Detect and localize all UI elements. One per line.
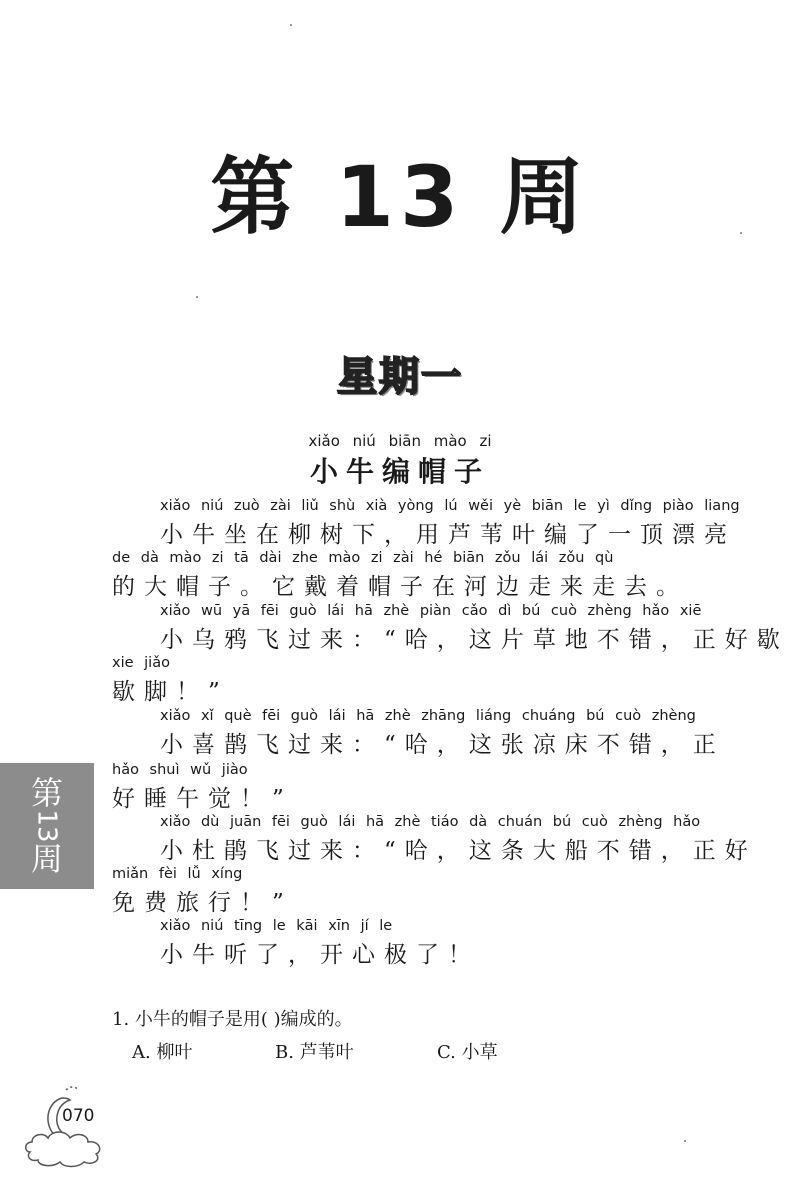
story-line-pinyin: xiǎo dù juān fēi guò lái hā zhè tiáo dà chuán bú cuò zhèng hǎo: [160, 814, 701, 830]
page-number: 070: [62, 1106, 95, 1126]
story-line-text: 歇脚！”: [112, 679, 229, 705]
story-line-pinyin: xiǎo niú tīng le kāi xīn jí le: [160, 918, 393, 934]
story-line-text: 小牛坐在柳树下，用芦苇叶编了一顶漂亮: [160, 522, 736, 548]
story-line-pinyin: xiǎo wū yā fēi guò lái hā zhè piàn cǎo dì bú cuò zhèng hǎo xiē: [160, 603, 702, 619]
day-title: 星期一: [337, 354, 463, 400]
story-line-text: 好睡午觉！”: [112, 786, 293, 812]
story-line-text: 免费旅行！”: [112, 890, 293, 916]
week-title: 第 13 周: [210, 148, 590, 246]
scan-speck: [684, 1140, 686, 1142]
story-line-6: [112, 762, 752, 813]
question-text: 1. 小牛的帽子是用( )编成的。: [112, 1009, 353, 1030]
option-b[interactable]: B. 芦苇叶: [275, 1042, 354, 1063]
story-line-text: 小乌鸦飞过来：“哈，这片草地不错，正好歇: [160, 627, 789, 653]
story-line-pinyin: xiǎo xǐ què fēi guò lái hā zhè zhāng liáng chuáng bú cuò zhèng: [160, 708, 696, 724]
story-line-pinyin: xie jiǎo: [112, 655, 170, 671]
story-line-pinyin: xiǎo niú zuò zài liǔ shù xià yòng lú wěi yè biān le yì dǐng piào liang: [160, 498, 740, 514]
story-title: [0, 432, 800, 490]
scan-speck: [290, 24, 292, 26]
week-side-tab: [0, 763, 94, 889]
story-line-text: 的大帽子。它戴着帽子在河边走来走去。: [112, 574, 688, 600]
story-line-pinyin: hǎo shuì wǔ jiào: [112, 762, 248, 778]
scan-speck: [196, 296, 198, 298]
story-line-3: [160, 603, 800, 654]
side-tab-char-top: 第: [30, 774, 63, 812]
story-line-pinyin: miǎn fèi lǚ xíng: [112, 866, 243, 882]
story-line-1: [160, 498, 800, 549]
story-line-4: [112, 655, 752, 706]
story-line-8: [112, 866, 752, 917]
story-title-text: 小牛编帽子: [309, 455, 490, 488]
story-line-7: [160, 814, 800, 865]
option-a[interactable]: A. 柳叶: [132, 1042, 193, 1063]
story-title-pinyin: xiǎo niú biān mào zi: [308, 432, 492, 450]
story-line-2: [112, 550, 752, 601]
story-line-5: [160, 708, 800, 759]
side-tab-number: 13: [32, 809, 62, 843]
option-c[interactable]: C. 小草: [437, 1042, 498, 1063]
story-line-text: 小喜鹊飞过来：“哈，这张凉床不错，正: [160, 732, 725, 758]
story-line-text: 小牛听了，开心极了！: [160, 942, 480, 968]
side-tab-char-bottom: 周: [30, 840, 63, 878]
story-line-9: [160, 918, 800, 969]
scan-speck: [740, 232, 742, 234]
story-line-pinyin: de dà mào zi tā dài zhe mào zi zài hé biān zǒu lái zǒu qù: [112, 550, 614, 566]
story-line-text: 小杜鹃飞过来：“哈，这条大船不错，正好: [160, 838, 757, 864]
